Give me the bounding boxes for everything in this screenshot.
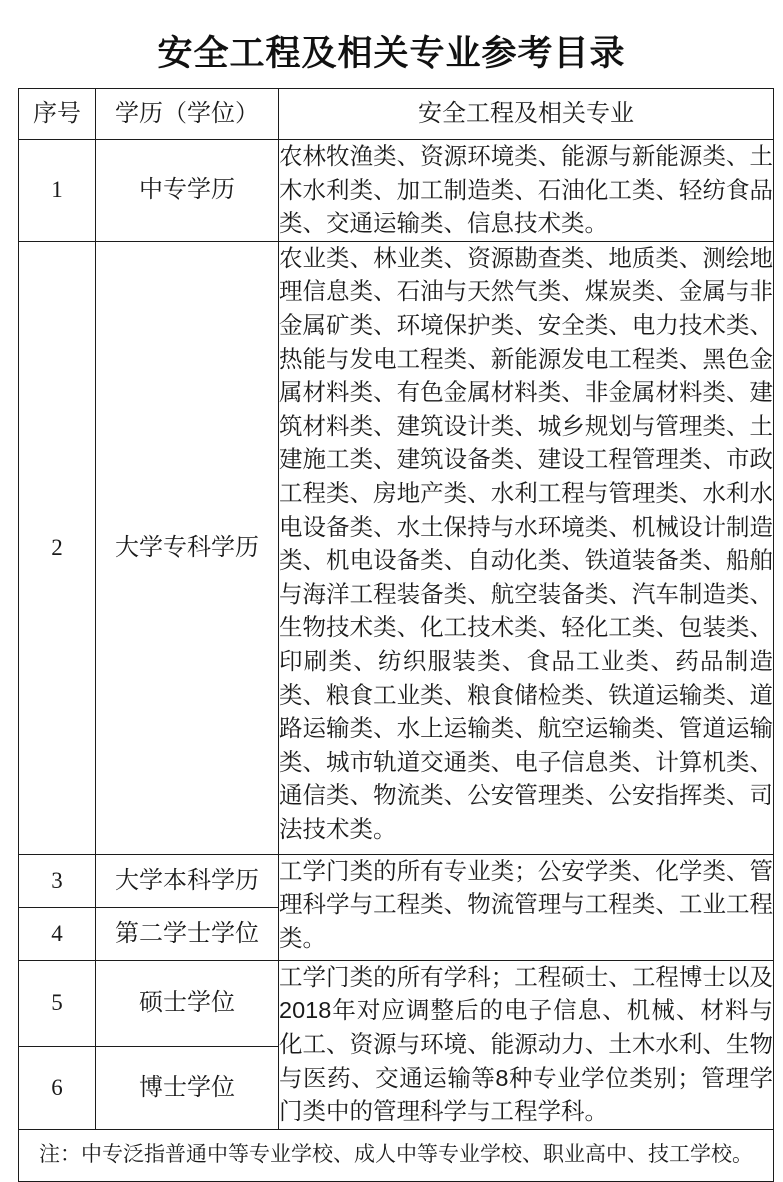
table-header [19, 89, 774, 140]
row-degree-4: 第二学士学位 [96, 907, 279, 960]
row-number-4: 4 [19, 907, 96, 960]
table-row [19, 241, 774, 854]
row-number-3: 3 [19, 854, 96, 907]
table-header-row [19, 89, 774, 140]
page-title: 安全工程及相关专业参考目录 [157, 34, 626, 73]
table-row [19, 854, 774, 907]
catalog-table-wrapper [18, 88, 773, 1182]
column-header-no: 序号 [19, 89, 96, 140]
row-majors-bachelor-merged: 工学门类的所有专业类；公安学类、化学类、管理科学与工程类、物流管理与工程类、工业工程类。 [279, 854, 774, 960]
row-degree-3: 大学本科学历 [96, 854, 279, 907]
row-number-1: 1 [19, 140, 96, 242]
table-row [19, 960, 774, 1046]
row-majors-1: 农林牧渔类、资源环境类、能源与新能源类、土木水利类、加工制造类、石油化工类、轻纺食品类、交通运输类、信息技术类。 [279, 140, 774, 242]
table-body [19, 140, 774, 1182]
row-degree-6: 博士学位 [96, 1046, 279, 1129]
table-row [19, 140, 774, 242]
row-degree-2: 大学专科学历 [96, 241, 279, 854]
row-majors-graduate-merged: 工学门类的所有学科；工程硕士、工程博士以及2018年对应调整后的电子信息、机械、材料与化工、资源与环境、能源动力、土木水利、生物与医药、交通运输等8种专业学位类别；管理学门类中的管理科学与工程学科。 [279, 960, 774, 1129]
row-degree-1: 中专学历 [96, 140, 279, 242]
row-number-5: 5 [19, 960, 96, 1046]
row-degree-5: 硕士学位 [96, 960, 279, 1046]
column-header-degree: 学历（学位） [96, 89, 279, 140]
table-note: 注：中专泛指普通中等专业学校、成人中等专业学校、职业高中、技工学校。 [19, 1129, 774, 1181]
row-number-6: 6 [19, 1046, 96, 1129]
column-header-majors: 安全工程及相关专业 [279, 89, 774, 140]
row-majors-2: 农业类、林业类、资源勘查类、地质类、测绘地理信息类、石油与天然气类、煤炭类、金属与非金属矿类、环境保护类、安全类、电力技术类、热能与发电工程类、新能源发电工程类、黑色金属材料类、有色金属材料类、非金属材料类、建筑材料类、建筑设计类、城乡规划与管理类、土建施工类、建筑设备类、建设工程管理类、市政工程类、房地产类、水利工程与管理类、水利水电设备类、水土保持与水环境类、机械设计制造类、机电设备类、自动化类、铁道装备类、船舶与海洋工程装备类、航空装备类、汽车制造类、生物技术类、化工技术类、轻化工类、包装类、印刷类、纺织服装类、食品工业类、药品制造类、粮食工业类、粮食储检类、铁道运输类、道路运输类、水上运输类、航空运输类、管道运输类、城市轨道交通类、电子信息类、计算机类、通信类、物流类、公安管理类、公安指挥类、司法技术类。 [279, 241, 774, 854]
table-note-row [19, 1129, 774, 1181]
row-number-2: 2 [19, 241, 96, 854]
catalog-table [18, 88, 774, 1182]
